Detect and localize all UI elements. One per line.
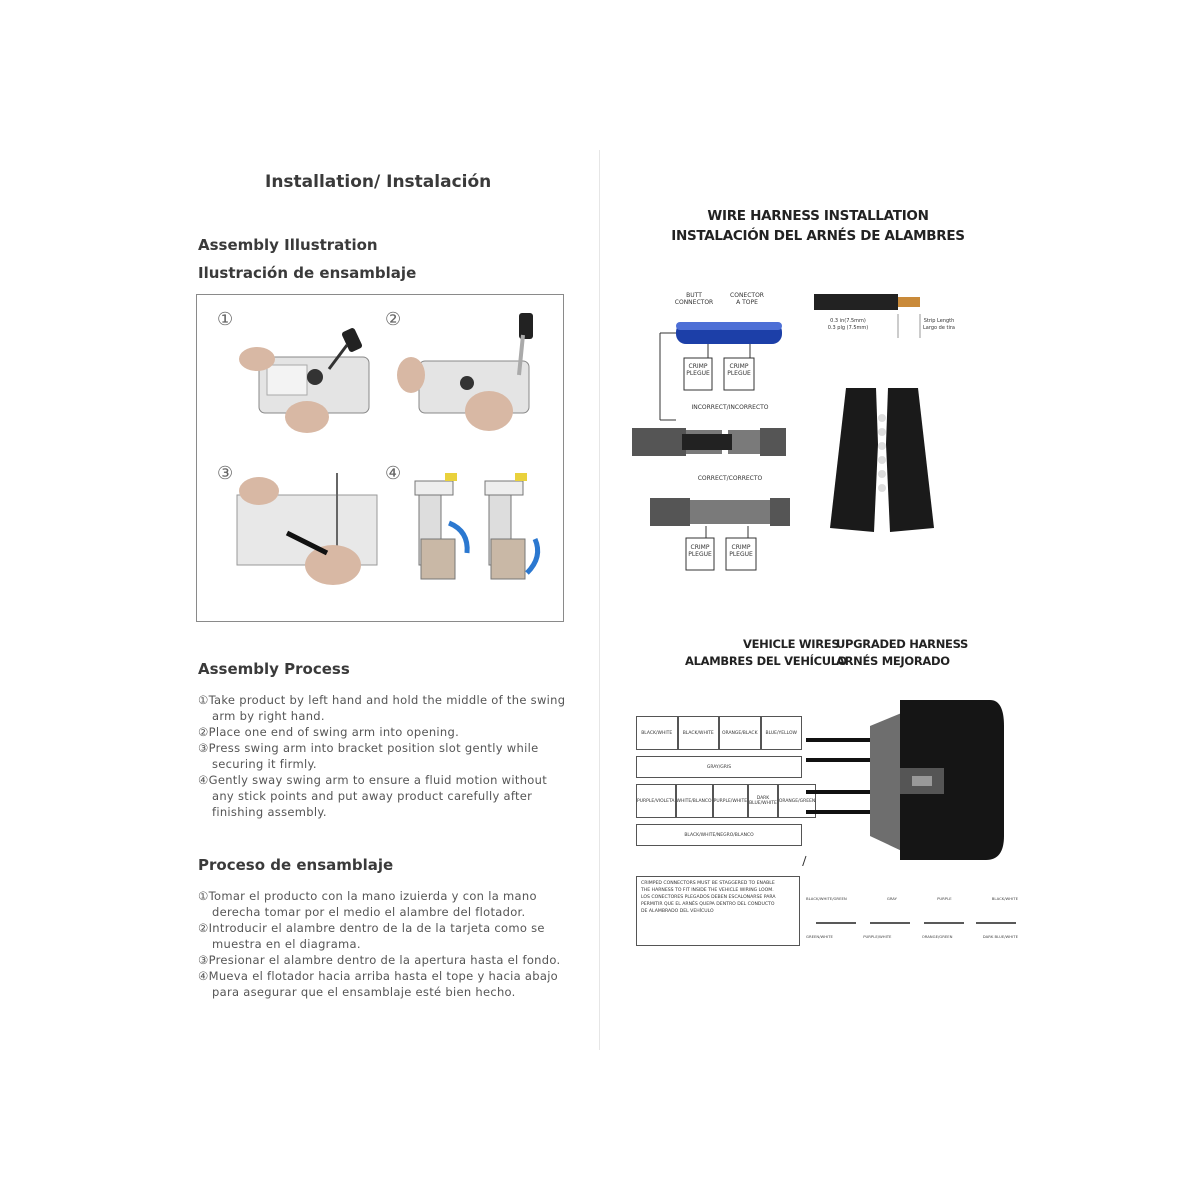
step-number-3: ③ — [217, 463, 234, 484]
upgraded-harness-en: UPGRADED HARNESS — [836, 637, 969, 651]
crimp-label-2: CRIMP PLEGUE — [727, 363, 751, 377]
butt-connector-label: BUTT CONNECTOR — [674, 292, 714, 306]
butt-connector-diagram — [620, 310, 810, 580]
process-step-en-line: ③Press swing arm into bracket position slot gently while — [198, 741, 539, 755]
wire-legend-bottom — [806, 934, 1018, 939]
harness-connector-icon — [800, 696, 1014, 866]
process-step-en-line: any stick points and put away product carefully after — [212, 789, 533, 803]
process-title-es: Proceso de ensamblaje — [198, 856, 394, 874]
vehicle-wires-es: ALAMBRES DEL VEHÍCULO — [685, 654, 847, 668]
process-steps-en — [198, 692, 568, 820]
table-cell: BLACK/WHITE — [636, 716, 678, 750]
wire-stripper-icon — [826, 384, 938, 534]
legend-label: DARK BLUE/WHITE — [982, 934, 1018, 939]
illustration-title-es: Ilustración de ensamblaje — [198, 264, 417, 282]
table-cell: PURPLE/WHITE — [713, 784, 748, 818]
table-row — [636, 716, 802, 750]
vehicle-wires-en: VEHICLE WIRES — [743, 637, 840, 651]
table-cell: BLUE/YELLOW — [761, 716, 803, 750]
legend-label: GREEN/WHITE — [806, 934, 833, 939]
crimp-label-4: CRIMP PLEGUE — [729, 544, 753, 558]
harness-title-en: WIRE HARNESS INSTALLATION — [707, 208, 929, 224]
process-step-es-line: ④Mueva el flotador hacia arriba hasta el tope y hacia abajo — [198, 969, 559, 983]
assembly-photo-3 — [237, 473, 377, 585]
table-cell: WHITE/BLANCO — [676, 784, 713, 818]
page-title: Installation/ Instalación — [265, 172, 492, 192]
correct-label: CORRECT/CORRECTO — [697, 475, 763, 482]
crimp-label-1: CRIMP PLEGUE — [686, 363, 710, 377]
legend-label: GRAY — [886, 896, 897, 901]
step-number-2: ② — [385, 309, 402, 330]
table-cell: ORANGE/BLACK — [719, 716, 761, 750]
legend-label: PURPLE — [937, 896, 952, 901]
table-row — [636, 784, 816, 818]
process-step-es-line: muestra en el diagrama. — [212, 937, 361, 951]
step-number-4: ④ — [385, 463, 402, 484]
assembly-illustration-frame — [196, 294, 564, 622]
assembly-photo-1 — [239, 327, 369, 433]
process-step-es-line: derecha tomar por el medio el alambre del flotador. — [212, 905, 526, 919]
table-row: GRAY/GRIS — [636, 756, 802, 778]
process-step-en-line: ①Take product by left hand and hold the middle of the swing — [198, 693, 566, 707]
table-cell: DARK BLUE/WHITE — [748, 784, 778, 818]
legend-label: ORANGE/GREEN — [921, 934, 953, 939]
process-step-en-line: securing it firmly. — [212, 757, 317, 771]
page-divider — [599, 150, 600, 1050]
table-row: BLACK/WHITE/NEGRO/BLANCO — [636, 824, 802, 846]
process-step-es-line: ②Introducir el alambre dentro de la de la tarjeta como se — [198, 921, 545, 935]
assembly-photo-2 — [397, 313, 533, 431]
wire-legend-top — [806, 896, 1018, 901]
harness-title-es: INSTALACIÓN DEL ARNÉS DE ALAMBRES — [671, 228, 965, 244]
process-step-en-line: ②Place one end of swing arm into opening. — [198, 725, 460, 739]
legend-label: BLACK/WHITE — [991, 896, 1018, 901]
step-number-1: ① — [217, 309, 234, 330]
table-cell: BLACK/WHITE — [678, 716, 720, 750]
incorrect-label: INCORRECT/INCORRECTO — [691, 404, 769, 411]
process-step-en-line: ④Gently sway swing arm to ensure a fluid motion without — [198, 773, 548, 787]
process-step-es-line: para asegurar que el ensamblaje esté bien hecho. — [212, 985, 516, 999]
process-step-es-line: ①Tomar el producto con la mano izuierda y con la mano — [198, 889, 537, 903]
crimp-label-3: CRIMP PLEGUE — [688, 544, 712, 558]
table-cell: ORANGE/GREEN — [778, 784, 816, 818]
legend-label: BLACK/WHITE/GREEN — [806, 896, 847, 901]
illustration-title-en: Assembly Illustration — [198, 236, 378, 254]
assembly-photos — [197, 295, 563, 621]
process-title-en: Assembly Process — [198, 660, 350, 678]
legend-label: PURPLE/WHITE — [863, 934, 892, 939]
wire-legend-lines — [816, 916, 1016, 930]
conector-a-tope-label: CONECTOR A TOPE — [730, 292, 764, 306]
process-steps-es — [198, 888, 568, 1000]
upgraded-harness-es: ARNÉS MEJORADO — [836, 654, 950, 668]
process-step-es-line: ③Presionar el alambre dentro de la apertura hasta el fondo. — [198, 953, 561, 967]
strip-length-label: Strip Length Largo de tira — [923, 318, 955, 331]
process-step-en-line: arm by right hand. — [212, 709, 325, 723]
process-step-en-line: finishing assembly. — [212, 805, 327, 819]
strip-dims: 0.3 in(7.5mm) 0.3 plg (7.5mm) — [827, 318, 869, 331]
stagger-note-box: CRIMPED CONNECTORS MUST BE STAGGERED TO ENABLE THE HARNESS TO FIT INSIDE THE VEHICLE WIRING LOOM. LOS CONECTORES PLEGADOS DEBEN ESCALONARSE PARA PERMITIR QUE EL ARNÉS QUEPA DENTRO DEL CONDUCTO DE ALAMBRADO DEL VEHÍCULO — [636, 876, 800, 946]
wire-color-table — [636, 716, 816, 846]
table-cell: PURPLE/VIOLETA — [636, 784, 676, 818]
assembly-photo-4 — [415, 473, 538, 579]
